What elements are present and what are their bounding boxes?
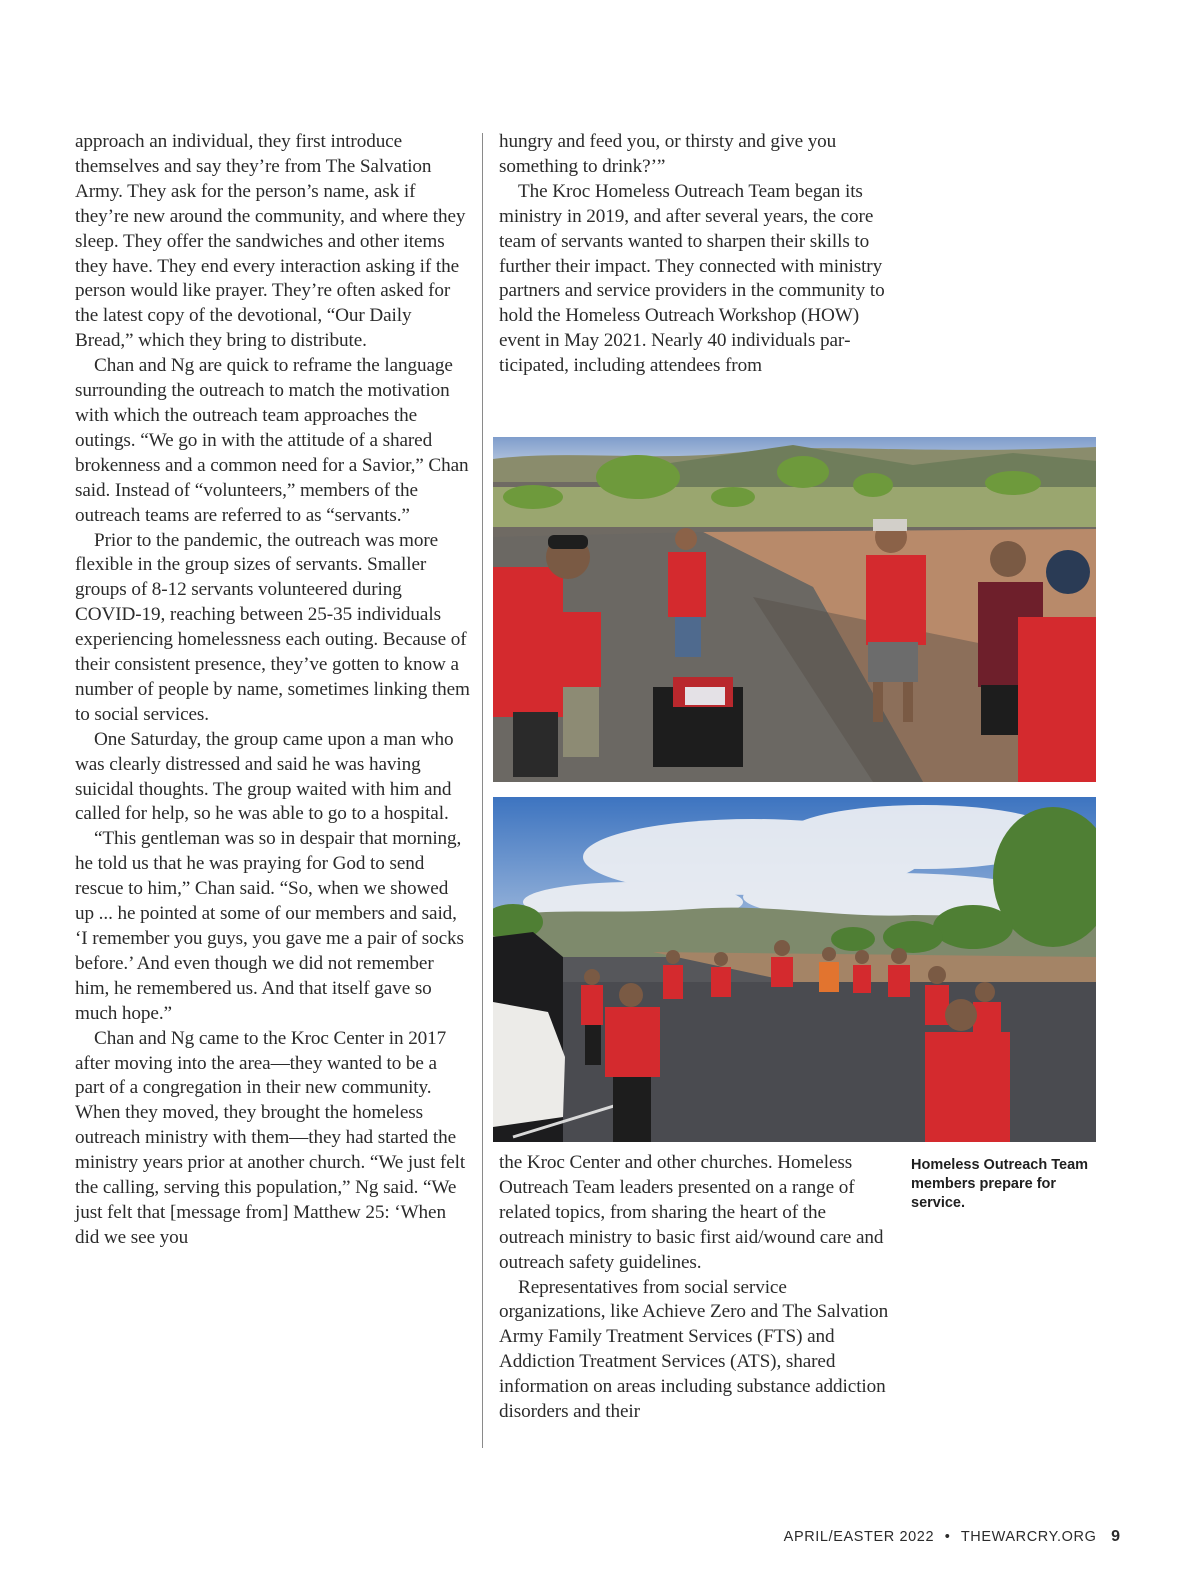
page-footer [784,1528,1120,1546]
footer-issue: APRIL/EASTER 2022 [783,1529,935,1545]
parked-car [493,932,565,1142]
cart [653,677,743,767]
photo-team-prayer-circle [493,437,1096,782]
footer-separator: • [944,1529,951,1545]
photo-team-prayer-circle-image [493,437,1096,782]
paragraph: Prior to the pandemic, the outreach was more flexible in the group sizes of servants. Smaller groups of 8-12 servants volunteered during COVID-19, reaching between 25-35 individuals experiencing homelessness each outing. Because of their consistent presence, they’ve gotten to know a number of people by name, sometimes linking them to social services. [75,529,470,725]
paragraph: approach an individual, they first introduce themselves and say they’re from The Salvation Army. They ask for the person’s name, ask if they’re new around the community, and where they sleep. They offer the sandwiches and other items they have. They end every interaction asking if the person would like prayer. They’re often asked for the latest copy of the devotional, “Our Daily Bread,” which they bring to distribute. [75,131,466,352]
article-column-left [75,130,470,1251]
paragraph: Representatives from social service organizations, like Achieve Zero and The Salvation Army Family Treatment Services (FTS) and Addiction Treatment Services (ATS), shared information on areas including substance addiction disorders and their [499,1276,889,1423]
page-number: 9 [1111,1528,1120,1545]
paragraph: Chan and Ng came to the Kroc Center in 2017 after moving into the area—they wanted to be a part of a congregation in their new community. When they moved, they brought the homeless outreach ministry with them—they had started the ministry years prior at another church. “We just felt the calling, serving this population,” Ng said. “We just felt that [message from] Matthew 25: ‘When did we see you [75,1027,466,1248]
paragraph: hungry and feed you, or thirsty and give you something to drink?’” [499,131,837,177]
paragraph: “This gentleman was so in despair that morning, he told us that he was praying for God to send rescue to him,” Chan said. “So, when we showed up ... he pointed at some of our members and said, ‘I remember you guys, you gave me a pair of socks before.’ And even though we did not remember him, he remembered us. And that itself gave so much hope.” [75,828,464,1024]
article-column-right-top [499,130,894,379]
article-column-right-bottom [499,1151,894,1425]
paragraph: Chan and Ng are quick to reframe the language surrounding the outreach to match the motivation with which the outreach team approaches the outings. “We go in with the attitude of a shared brokenness and a common need for a Savior,” Chan said. Instead of “volunteers,” members of the outreach teams are referred to as “servants.” [75,355,469,526]
footer-site-link[interactable]: THEWARCRY.ORG [960,1529,1097,1545]
photo-team-large-circle [493,797,1096,1142]
person-center-left [561,612,601,757]
paragraph: the Kroc Center and other churches. Homeless Outreach Team leaders presented on a range of related topics, from sharing the heart of the outreach ministry to basic first aid/wound care and outreach safety guidelines. [499,1152,884,1273]
photo-team-large-circle-image [493,797,1096,1142]
photo-caption: Homeless Outreach Team members prepare for service. [911,1157,1089,1211]
column-divider [482,133,483,1448]
paragraph: One Saturday, the group came upon a man who was clearly distressed and said he was having suicidal thoughts. The group waited with him and called for help, so he was able to go to a hospital. [75,728,454,825]
paragraph: The Kroc Homeless Outreach Team began its ministry in 2019, and after several years, the core team of servants wanted to sharpen their skills to further their impact. They connected with ministry partners and service providers in the community to hold the Homeless Outreach Workshop (HOW) event in May 2021. Nearly 40 individuals participated, including attendees from [499,180,885,377]
